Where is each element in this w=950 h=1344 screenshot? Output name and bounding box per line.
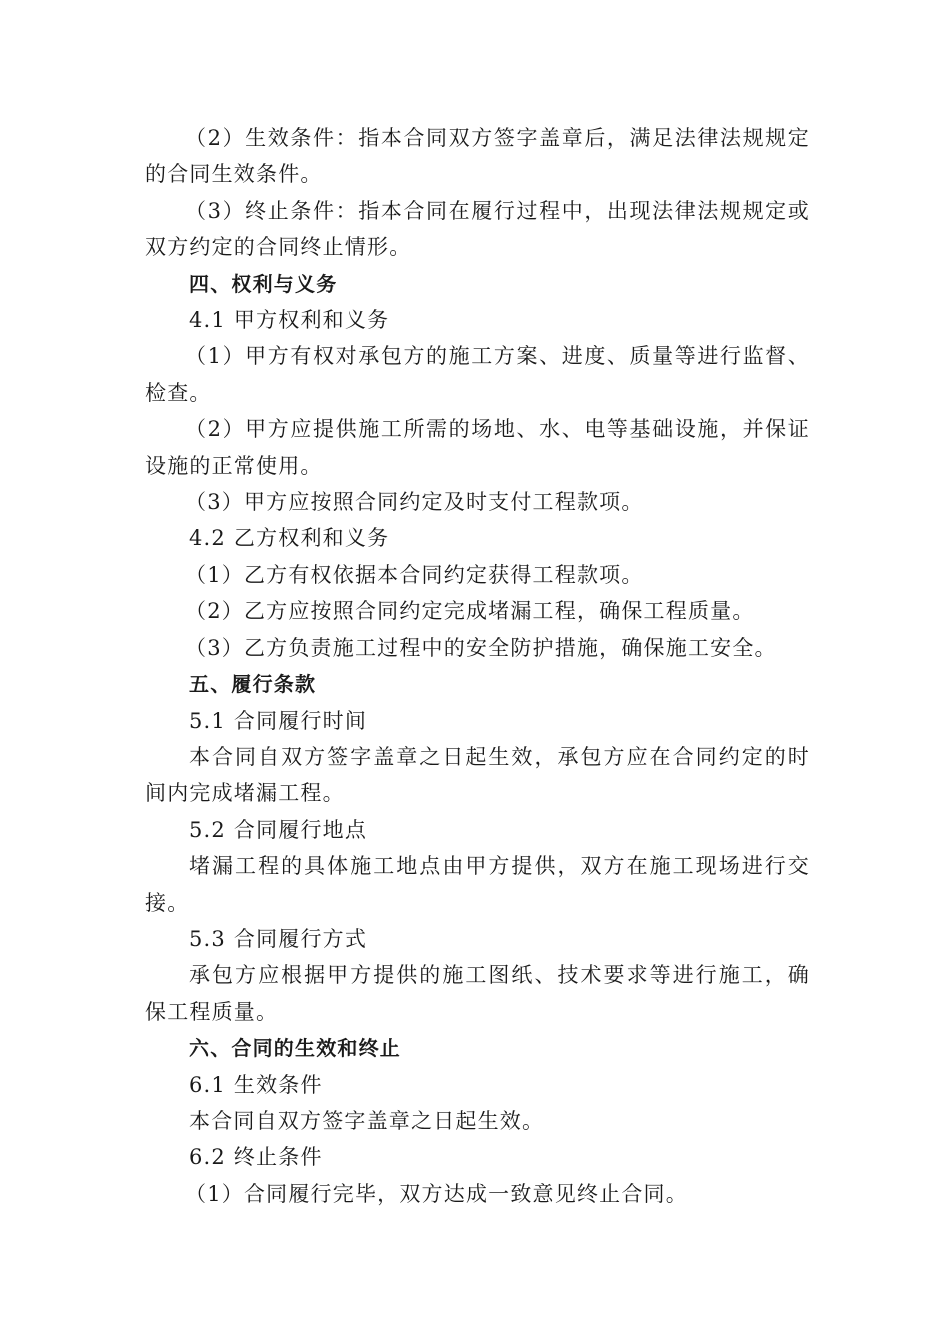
section-heading-effect-termination: 六、合同的生效和终止 [189,1036,401,1061]
contract-body [145,120,810,1212]
subsection-heading-5-2: 5.2 合同履行地点 [189,817,368,842]
subsection-heading-4-1: 4.1 甲方权利和义务 [189,308,390,333]
clause-4-1-2: （2）甲方应提供施工所需的场地、水、电等基础设施，并保证设施的正常使用。 [145,417,810,478]
clause-5-2-text: 堵漏工程的具体施工地点由甲方提供，双方在施工现场进行交接。 [145,854,810,915]
subsection-heading-6-2: 6.2 终止条件 [189,1145,323,1170]
section-heading-performance: 五、履行条款 [189,672,317,697]
subsection-heading-6-1: 6.1 生效条件 [189,1072,323,1097]
clause-4-1-1: （1）甲方有权对承包方的施工方案、进度、质量等进行监督、检查。 [145,344,810,405]
clause-4-2-2: （2）乙方应按照合同约定完成堵漏工程，确保工程质量。 [185,599,755,624]
clause-5-3-text: 承包方应根据甲方提供的施工图纸、技术要求等进行施工，确保工程质量。 [145,963,810,1024]
clause-6-1-text: 本合同自双方签字盖章之日起生效。 [189,1108,545,1133]
subsection-heading-5-3: 5.3 合同履行方式 [189,926,368,951]
clause-termination-conditions: （3）终止条件：指本合同在履行过程中，出现法律法规规定或双方约定的合同终止情形。 [145,198,810,260]
section-heading-rights-obligations: 四、权利与义务 [189,271,338,296]
clause-5-1-text: 本合同自双方签字盖章之日起生效，承包方应在合同约定的时间内完成堵漏工程。 [145,744,810,806]
clause-4-2-1: （1）乙方有权依据本合同约定获得工程款项。 [185,562,644,587]
subsection-heading-5-1: 5.1 合同履行时间 [189,708,368,733]
clause-effective-conditions: （2）生效条件：指本合同双方签字盖章后，满足法律法规规定的合同生效条件。 [145,126,810,187]
clause-4-1-3: （3）甲方应按照合同约定及时支付工程款项。 [185,490,644,515]
clause-4-2-3: （3）乙方负责施工过程中的安全防护措施，确保施工安全。 [185,635,777,660]
clause-6-2-1: （1）合同履行完毕，双方达成一致意见终止合同。 [185,1181,688,1206]
subsection-heading-4-2: 4.2 乙方权利和义务 [189,526,390,551]
